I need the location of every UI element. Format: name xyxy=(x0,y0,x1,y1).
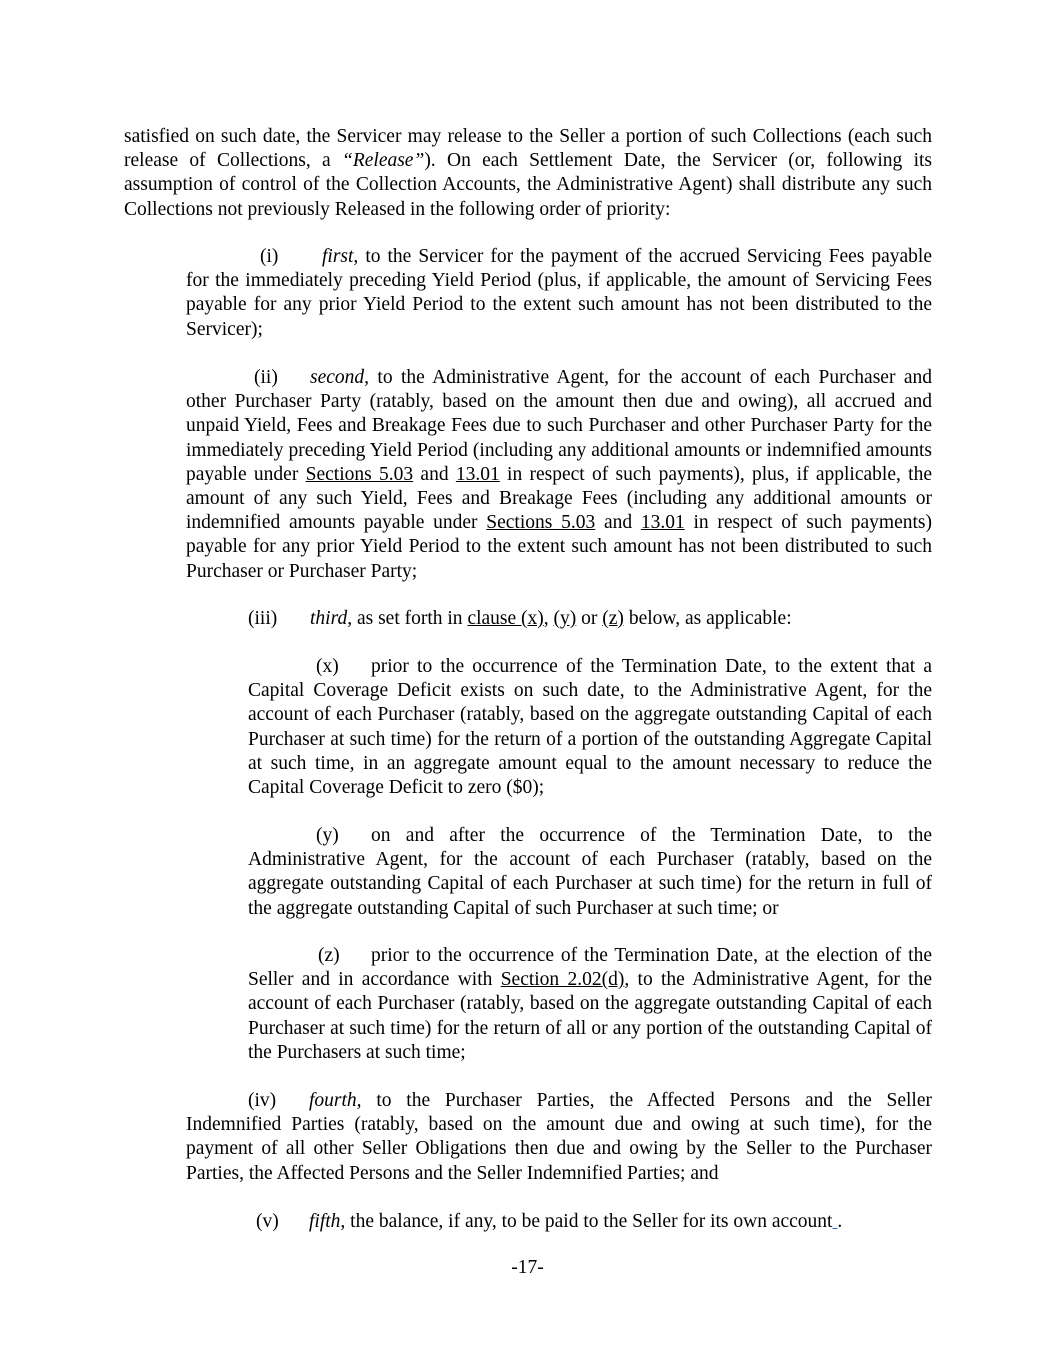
clause-ii-text-continued: in respect of such payments), plus, if applicable, the amount of any such Yield, Fees and Breakage Fees (including any additional amounts or indemnified amounts payable under xyxy=(186,463,932,534)
subclause-y xyxy=(248,824,932,921)
section-ref-13-01: 13.01 xyxy=(640,512,685,534)
separator: , xyxy=(543,608,554,629)
clause-iii-lead: third, xyxy=(310,608,353,629)
subclause-x xyxy=(248,655,932,800)
subclause-z-text-continued: , to the Administrative Agent, for the account of each Purchaser (ratably, based on the aggregate outstanding Capital of each Purchaser at such time) for the return of all or any portion of the outstanding Capital of the Purchasers at such time; xyxy=(248,969,932,1063)
clause-ii xyxy=(186,366,932,584)
clause-v xyxy=(186,1210,932,1234)
clause-iv-lead: fourth, xyxy=(309,1090,362,1111)
clause-ii-label: (ii) xyxy=(254,367,278,388)
clause-ref-z: (z) xyxy=(602,608,624,629)
clause-iii xyxy=(186,607,932,631)
clause-i xyxy=(186,245,932,342)
section-ref-5-03: Sections 5.03 xyxy=(305,463,414,485)
clause-ref-y: (y) xyxy=(553,608,577,629)
clause-v-period: . xyxy=(837,1211,843,1232)
clause-i-text: to the Servicer for the payment of the accrued Servicing Fees payable for the immediately preceding Yield Period (plus, if applicable, the amount of Servicing Fees payable for any prior Yield Period to the extent such amount has not been distributed to the Servicer); xyxy=(186,246,932,340)
subclause-y-label: (y) xyxy=(316,825,339,846)
intro-text: satisfied on such date, the Servicer may release to the Seller a portion of such Collections (each such release of Collections, a xyxy=(124,126,932,172)
clause-iii-label: (iii) xyxy=(248,608,278,629)
conjunction: and xyxy=(595,512,641,534)
clause-ii-text-end: in respect of such payments) payable for any prior Yield Period to the extent such amount has not been distributed to such Purchaser or Purchaser Party; xyxy=(186,512,932,582)
release-defined-term: “Release” xyxy=(341,150,425,172)
clause-i-lead: first, xyxy=(322,246,359,267)
conjunction: and xyxy=(413,463,456,485)
clause-ref-x: clause (x) xyxy=(467,608,544,629)
intro-paragraph xyxy=(124,125,932,222)
clause-iv-text: to the Purchaser Parties, the Affected Persons and the Seller Indemnified Parties (ratably, based on the amount due and owing at such time), for the payment of all other Seller Obligations then due and owing by the Seller to the Purchaser Parties, the Affected Persons and the Seller Indemnified Parties; and xyxy=(186,1090,932,1184)
clause-ii-text: to the Administrative Agent, for the account of each Purchaser and other Purchaser Party (ratably, based on the amount then due and owing), all accrued and unpaid Yield, Fees and Breakage Fees due to such Purchaser and other Purchaser Party for the immediately preceding Yield Period (including any additional amounts or indemnified amounts payable under xyxy=(186,367,932,485)
subclause-z xyxy=(248,944,932,1065)
section-ref-13-01: 13.01 xyxy=(455,463,500,485)
clause-v-lead: fifth, xyxy=(309,1211,346,1232)
subclause-z-text: prior to the occurrence of the Termination Date, at the election of the Seller and in accordance with xyxy=(248,945,932,991)
subclause-x-label: (x) xyxy=(316,656,339,677)
subclause-x-text: prior to the occurrence of the Termination Date, to the extent that a Capital Coverage Deficit exists on such date, to the Administrative Agent, for the account of each Purchaser (ratably, based on the aggregate outstanding Capital of each Purchaser at such time) for the return of a portion of the outstanding Aggregate Capital at such time, in an aggregate amount equal to the amount necessary to reduce the Capital Coverage Deficit to zero ($0); xyxy=(248,656,932,799)
clause-v-label: (v) xyxy=(256,1211,279,1232)
clause-v-text: the balance, if any, to be paid to the Seller for its own account xyxy=(345,1211,833,1232)
clause-ii-lead: second, xyxy=(310,367,370,388)
clause-i-label: (i) xyxy=(260,246,279,267)
page-number: -17- xyxy=(511,1257,544,1278)
section-ref-5-03: Sections 5.03 xyxy=(486,512,596,534)
subclause-z-label: (z) xyxy=(318,945,340,966)
separator: or xyxy=(576,608,603,629)
subclause-y-text: on and after the occurrence of the Termination Date, to the Administrative Agent, for the account of each Purchaser (ratably, based on the aggregate outstanding Capital of each Purchaser at such time) for the return in full of the aggregate outstanding Capital of such Purchaser at such time; or xyxy=(248,825,932,919)
clause-iii-text: as set forth in xyxy=(352,608,468,629)
intro-text-continued: ). On each Settlement Date, the Servicer (or, following its assumption of control of the Collection Accounts, the Administrative Agent) shall distribute any such Collections not previously Released in the following order of priority: xyxy=(124,150,932,220)
clause-iii-text-end: below, as applicable: xyxy=(623,608,792,629)
clause-iv-label: (iv) xyxy=(248,1090,277,1111)
clause-iv xyxy=(186,1089,932,1186)
section-ref-2-02d: Section 2.02(d) xyxy=(500,969,625,991)
